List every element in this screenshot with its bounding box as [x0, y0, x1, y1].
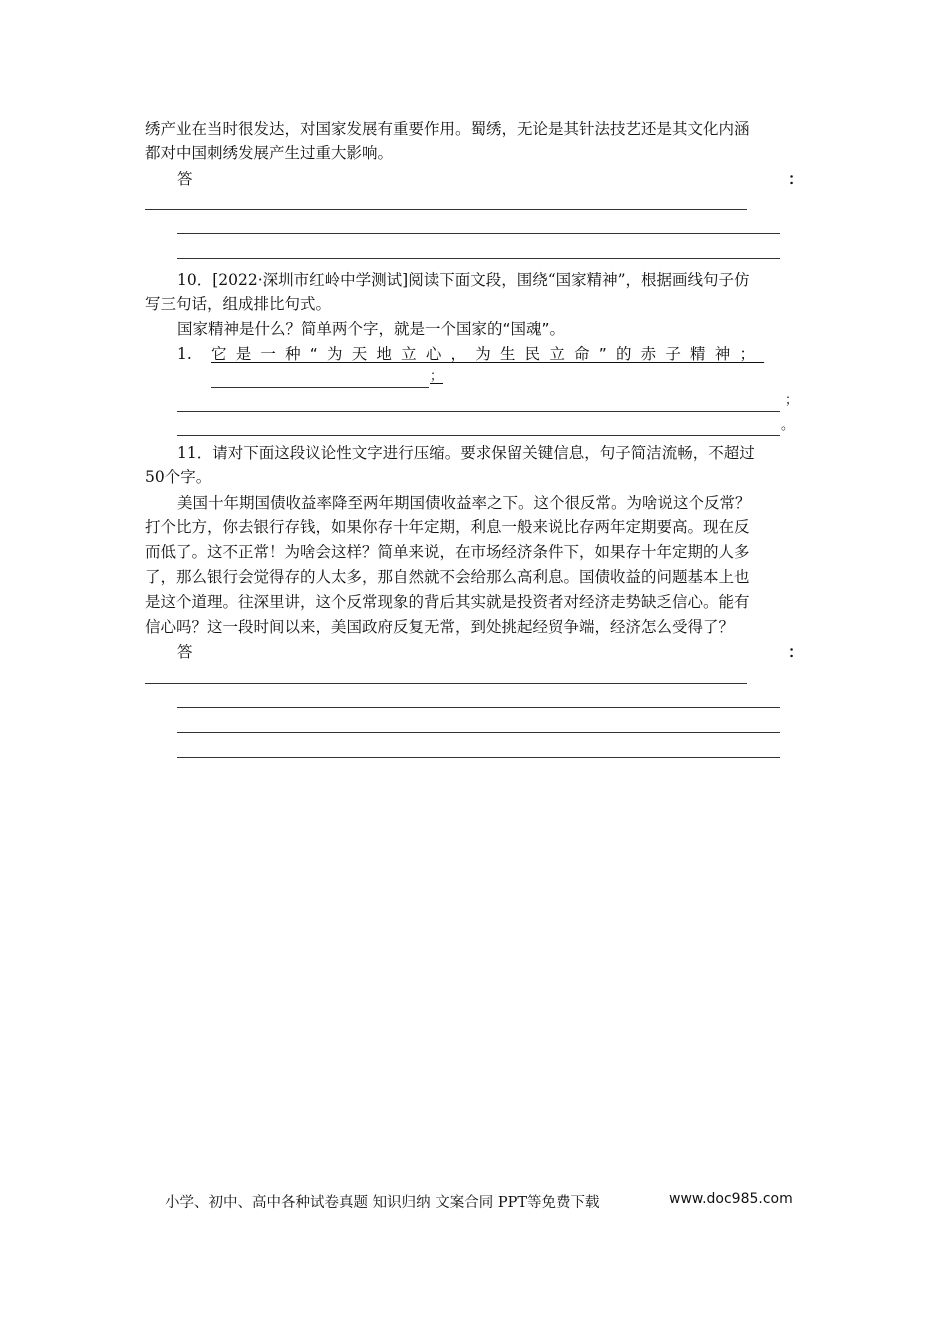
- q11-line-2: 50个字。: [145, 468, 212, 486]
- fill-in-line[interactable]: [177, 435, 780, 436]
- answer-colon: ：: [788, 169, 804, 188]
- q10-line-1: 10．[2022·深圳市红岭中学测试]阅读下面文段，围绕“国家精神”，根据画线句子仿: [177, 271, 750, 289]
- q10-passage: 国家精神是什么？简单两个字，就是一个国家的“国魂”。: [177, 320, 566, 338]
- answer-label: 答: [177, 170, 193, 188]
- fill-in-line[interactable]: [177, 411, 780, 412]
- answer-line[interactable]: [145, 209, 747, 210]
- q10-item-number: 1.: [177, 345, 192, 363]
- fill-in-semicolon: ；: [785, 393, 799, 408]
- answer-line[interactable]: [177, 233, 780, 234]
- answer-line[interactable]: [177, 732, 780, 733]
- q11-passage-line: 美国十年期国债收益率降至两年期国债收益率之下。这个很反常。为啥说这个反常？: [177, 494, 751, 512]
- q11-passage-line: 信心吗？这一段时间以来，美国政府反复无常，到处挑起经贸争端，经济怎么受得了？: [145, 618, 735, 636]
- q11-line-1: 11．请对下面这段议论性文字进行压缩。要求保留关键信息，句子简洁流畅，不超过: [177, 444, 755, 462]
- footer-text: 小学、初中、高中各种试卷真题 知识归纳 文案合同 PPT等免费下载: [165, 1195, 600, 1211]
- q11-passage-line: 而低了。这不正常！为啥会这样？简单来说，在市场经济条件下，如果存十年定期的人多: [145, 543, 750, 561]
- answer-line[interactable]: [177, 757, 780, 758]
- answer-label: 答: [177, 643, 193, 661]
- continued-line-2: 都对中国刺绣发展产生过重大影响。: [145, 144, 394, 162]
- continued-line-1: 绣产业在当时很发达，对国家发展有重要作用。蜀绣，无论是其针法技艺还是其文化内涵: [145, 120, 750, 138]
- fill-in-line[interactable]: [211, 387, 429, 388]
- q10-line-2: 写三句话，组成排比句式。: [145, 295, 332, 313]
- answer-colon: ：: [788, 642, 804, 661]
- fill-in-period: 。: [781, 418, 795, 433]
- answer-line[interactable]: [177, 707, 780, 708]
- footer-url[interactable]: www.doc985.com: [669, 1191, 793, 1207]
- answer-line[interactable]: [145, 683, 747, 684]
- q11-passage-line: 打个比方，你去银行存钱，如果你存十年定期，利息一般来说比存两年定期要高。现在反: [145, 518, 750, 536]
- answer-line[interactable]: [177, 258, 780, 259]
- fill-in-semicolon: ；: [430, 369, 444, 384]
- q10-underlined-sentence: 它是一种“为天地立心，为生民立命”的赤子精神；: [211, 345, 765, 363]
- q11-passage-line: 了，那么银行会觉得存的人太多，那自然就不会给那么高利息。国债收益的问题基本上也: [145, 568, 750, 586]
- q11-passage-line: 是这个道理。往深里讲，这个反常现象的背后其实就是投资者对经济走势缺乏信心。能有: [145, 593, 750, 611]
